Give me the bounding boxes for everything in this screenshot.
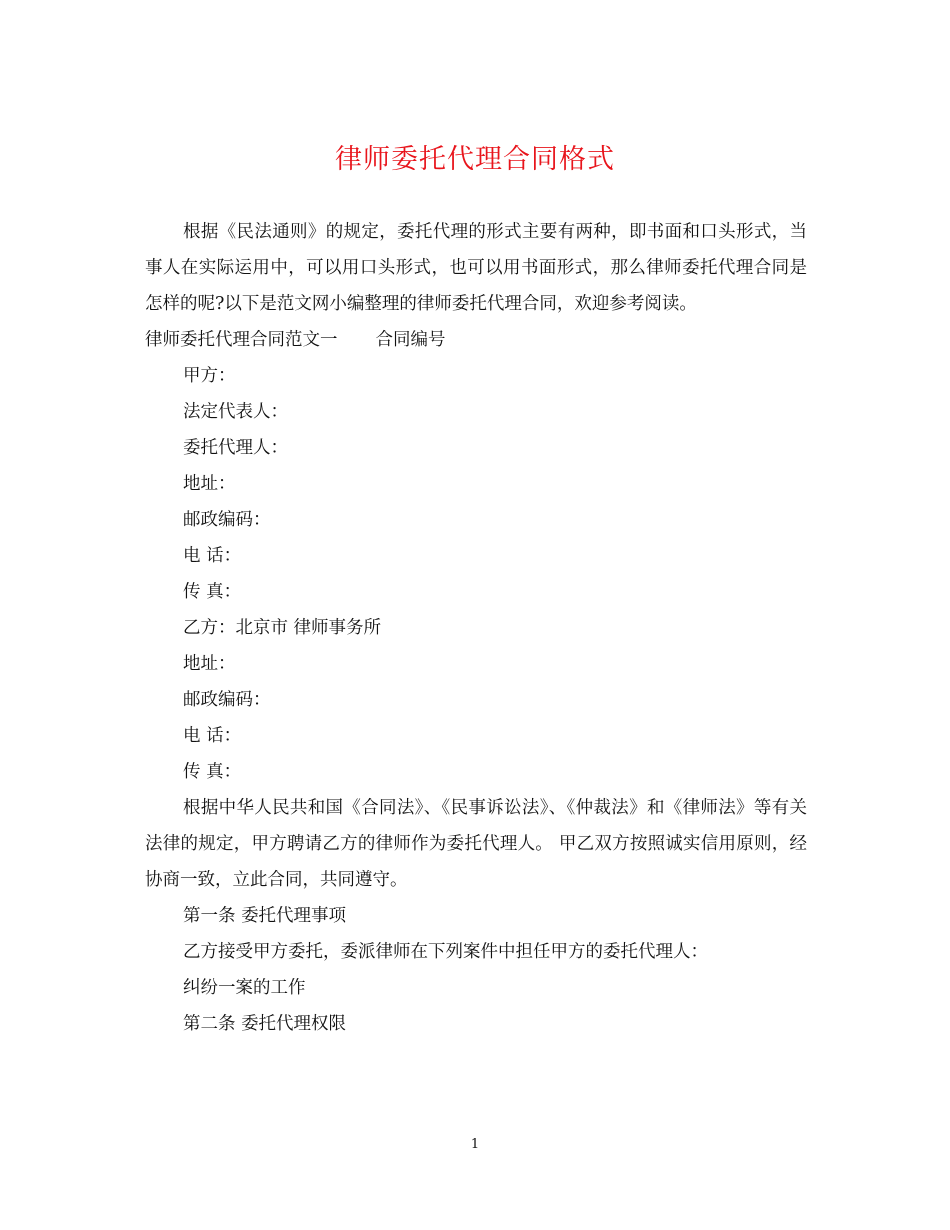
article-1-case: 纠纷一案的工作 (183, 978, 306, 998)
party-b-label: 乙方：北京市 律师事务所 (183, 618, 382, 638)
document-title: 律师委托代理合同格式 (335, 144, 615, 175)
party-a-phone: 电 话： (183, 546, 242, 566)
party-a-address: 地址： (183, 474, 236, 494)
party-a-fax: 传 真： (183, 582, 242, 602)
party-a-agent: 委托代理人： (183, 438, 288, 458)
article-1-text: 乙方接受甲方委托，委派律师在下列案件中担任甲方的委托代理人： (183, 942, 708, 962)
party-a-label: 甲方： (183, 366, 236, 386)
article-1-title: 第一条 委托代理事项 (183, 906, 347, 926)
article-2-title: 第二条 委托代理权限 (183, 1014, 347, 1034)
sample-title: 律师委托代理合同范文一 (145, 330, 338, 350)
party-b-phone: 电 话： (183, 726, 242, 746)
legal-basis-paragraph: 根据中华人民共和国《合同法》、《民事诉讼法》、《仲裁法》和《律师法》等有关法律的规定，甲方聘请乙方的律师作为委托代理人。 甲乙双方按照诚实信用原则，经协商一致，立此合同，共同遵守。 (145, 798, 807, 890)
party-b-fax: 传 真： (183, 762, 242, 782)
party-b-postcode: 邮政编码： (183, 690, 271, 710)
party-a-legal-rep: 法定代表人： (183, 402, 288, 422)
party-a-postcode: 邮政编码： (183, 510, 271, 530)
page-number: 1 (470, 1137, 480, 1152)
intro-paragraph: 根据《民法通则》的规定，委托代理的形式主要有两种，即书面和口头形式，当事人在实际运用中，可以用口头形式，也可以用书面形式，那么律师委托代理合同是怎样的呢?以下是范文网小编整理的律师委托代理合同，欢迎参考阅读。 (145, 222, 807, 314)
document-body (145, 214, 807, 1042)
contract-number-label: 合同编号 (375, 330, 446, 350)
party-b-address: 地址： (183, 654, 236, 674)
sample-heading-line (145, 322, 807, 358)
